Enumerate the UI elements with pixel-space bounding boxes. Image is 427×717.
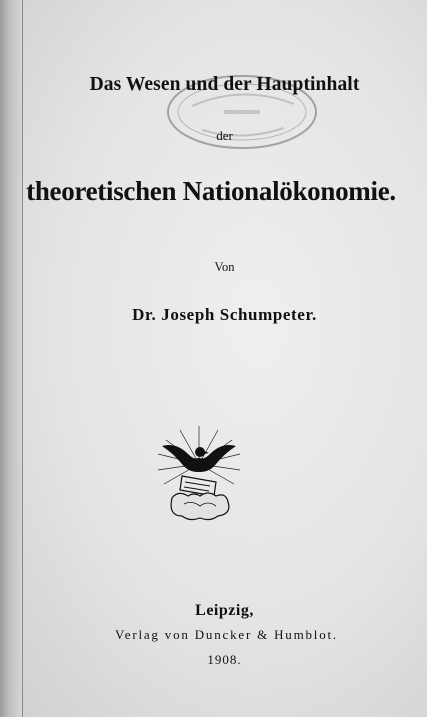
title-line-1: Das Wesen und der Hauptinhalt xyxy=(89,74,360,95)
imprint-city: Leipzig, xyxy=(195,602,254,619)
eagle-printer-mark-icon xyxy=(154,424,244,522)
title-line-2: der xyxy=(216,128,233,143)
title-line-3: theoretischen Nationalökonomie. xyxy=(26,176,396,206)
imprint-publisher: Verlag von Duncker & Humblot. xyxy=(115,627,338,642)
imprint-year: 1908. xyxy=(207,652,242,667)
author-name: Dr. Joseph Schumpeter. xyxy=(132,305,317,324)
byline-von: Von xyxy=(214,260,235,274)
book-spine-edge xyxy=(0,0,23,717)
